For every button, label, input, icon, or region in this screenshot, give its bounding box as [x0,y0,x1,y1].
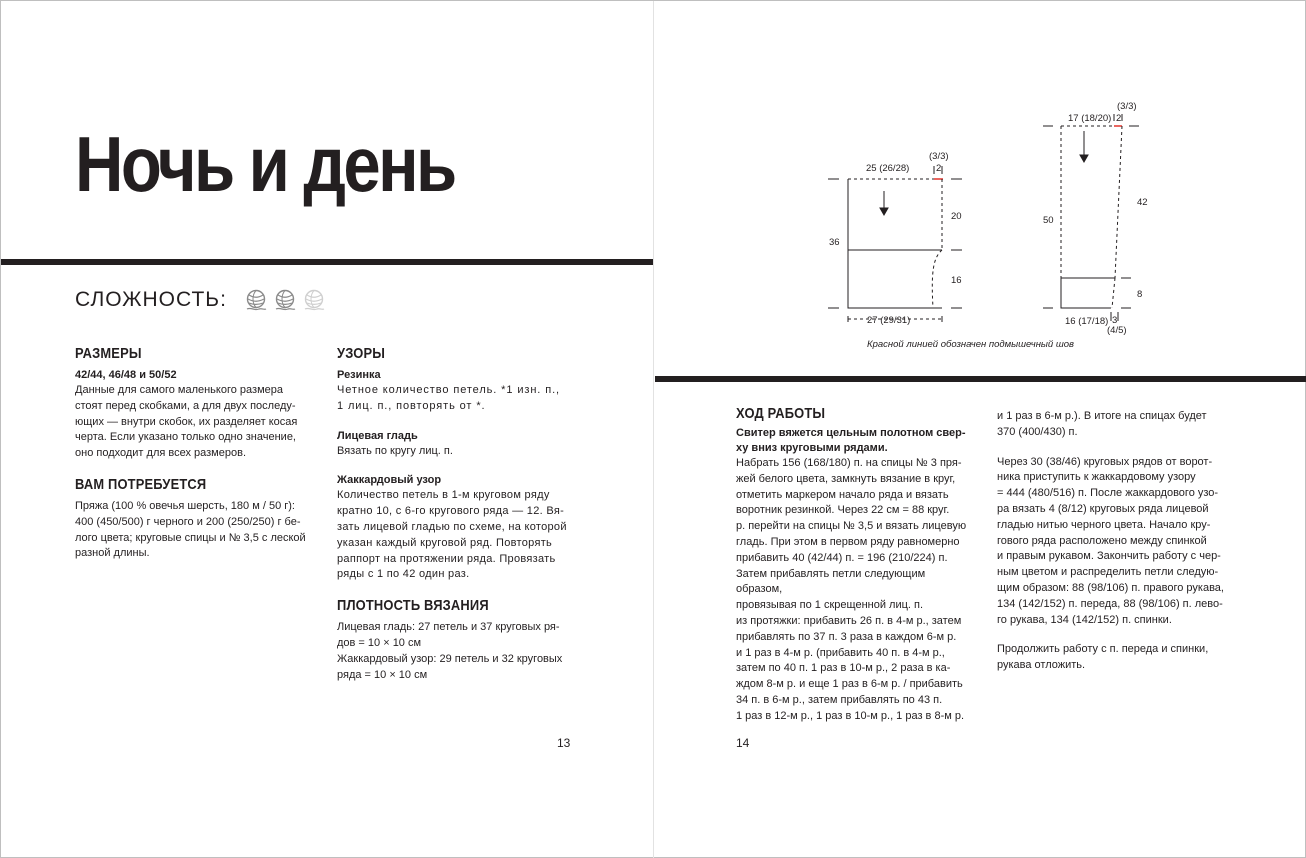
text-line: 134 (142/152) п. переда, 88 (98/106) п. лево- [997,597,1223,610]
text-line: из протяжки: прибавить 26 п. в 4-м р., затем [736,614,962,627]
page-title: Ночь и день [75,120,455,208]
body-notch-bottom: 2 [936,163,942,174]
text-line: Свитер вяжется цельным полотном свер- [736,427,966,439]
body-top-label: 25 (26/28) [866,163,910,174]
yarn-ball-icon [303,289,325,311]
gauge-text [337,620,573,683]
jacquard-text [337,488,573,583]
text-line: и 1 раз в 6-м р.). В итоге на спицах будет [997,410,1207,422]
stockinette-title: Лицевая гладь [337,429,418,442]
text-line: 1 лиц. п., повторять от *. [337,399,486,412]
text-line: гладь. При этом в первом ряду равномерно [736,535,960,548]
text-line: ника приступить к жаккардовому узору [997,471,1196,484]
text-line: гового ряда расположено между спинкой [997,534,1207,547]
text-line: раппорт на протяжении ряда. Провязать [337,552,556,565]
text-line: 1 раз в 12-м р., 1 раз в 10-м р., 1 раз в 8-м р. [736,709,965,722]
body-notch-top: (3/3) [929,151,949,162]
text-line: р. перейти на спицы № 3,5 и вязать лицевую [736,520,967,533]
work-paragraph-3 [997,642,1235,674]
right-column-1 [736,405,973,725]
sleeve-bottom-notch-paren: (4/5) [1107,325,1127,336]
text-line: ряда = 10 × 10 см [337,668,428,681]
body-height-total: 36 [829,237,840,248]
text-line: 400 (450/500) г черного и 200 (250/250) г бе- [75,515,301,528]
text-line: Данные для самого маленького размера [75,384,283,396]
text-line: кратно 10, с 6-го кругового ряда — 12. Вя- [337,505,565,518]
sleeve-notch-bottom: 2 [1116,113,1122,124]
yarn-ball-icon [245,289,267,311]
materials-heading: ВАМ ПОТРЕБУЕТСЯ [75,475,207,493]
page-gutter [653,1,654,858]
left-column-2 [337,345,573,683]
sleeve-height-total: 50 [1043,215,1054,226]
sleeve-bottom-label: 16 (17/18) [1065,316,1109,327]
text-line: провязывая по 1 скрещенной лиц. п. [736,599,924,612]
text-line: Лицевая гладь: 27 петель и 37 круговых ря- [337,621,560,634]
text-line: гладью нитью черного цвета. Начало кру- [997,518,1211,531]
materials-text [75,499,313,562]
text-line: Вязать по кругу лиц. п. [337,444,453,457]
difficulty-label: СЛОЖНОСТЬ: [75,288,227,311]
text-line: ным цветом и распределить петли следую- [997,566,1219,579]
body-height-upper: 20 [951,211,962,222]
text-line: воротник резинкой. Через 22 см = 88 круг. [736,504,950,517]
work-paragraph-2 [997,455,1235,629]
text-line: Количество петель в 1-м круговом ряду [337,489,550,502]
difficulty-balls [245,289,325,311]
sleeve-cuff: 8 [1137,289,1143,300]
rib-title: Резинка [337,369,381,381]
text-line: затем по 40 п. 1 раз в 10-м р., 2 раза в ка- [736,662,951,675]
text-line: оно подходит для всех размеров. [75,447,246,460]
text-line: рукава отложить. [997,659,1086,672]
text-line: Жаккардовый узор: 29 петель и 32 круговых [337,652,563,665]
page-number-right: 14 [736,736,750,750]
difficulty-rating [75,288,325,312]
text-line: Пряжа (100 % овечья шерсть, 180 м / 50 г): [75,499,295,512]
text-line: отметить маркером начало ряда и вязать [736,488,949,501]
text-line: лого цвета; круговые спицы и № 3,5 с леской [75,531,306,544]
text-line: разной длины. [75,547,150,560]
divider-rule-right [655,376,1306,382]
text-line: ряды с 1 по 42 один раз. [337,568,470,581]
sleeve-top-label: 17 (18/20) [1068,113,1112,124]
text-line: дов = 10 × 10 см [337,636,422,649]
sizes-text [75,383,313,462]
work-text [736,456,973,725]
page-number-left: 13 [557,736,571,750]
sleeve-height-upper: 42 [1137,197,1148,208]
garment-schematic [821,96,1171,338]
stockinette-text [337,444,573,460]
text-line: ху вниз круговыми рядами. [736,442,888,454]
text-line: указан каждый круговой ряд. Повторять [337,536,553,549]
sizes-values: 42/44, 46/48 и 50/52 [75,369,177,381]
sleeve-bottom-notch: 3 [1112,315,1118,326]
text-line: и правым рукавом. Закончить работу с чер- [997,550,1221,563]
patterns-heading: УЗОРЫ [337,345,386,362]
work-heading: ХОД РАБОТЫ [736,405,826,422]
schematic-caption: Красной линией обозначен подмышечный шов [867,339,1074,350]
text-line: щим образом: 88 (98/106) п. правого рукава, [997,581,1224,594]
left-column-1 [75,345,313,562]
text-line: прибавлять по 37 п. 3 раза в каждом 6-м р. [736,630,957,643]
text-line: черта. Если указано только одно значение, [75,431,296,444]
gauge-heading: ПЛОТНОСТЬ ВЯЗАНИЯ [337,597,489,615]
text-line: прибавить 40 (42/44) п. = 196 (210/224) п. [736,551,948,564]
text-line: жей белого цвета, замкнуть вязание в круг, [736,472,956,485]
text-line: Затем прибавлять петли следующим образом, [736,567,926,596]
text-line: ра вязать 4 (8/12) круговых ряда лицевой [997,502,1209,515]
sizes-heading: РАЗМЕРЫ [75,345,142,362]
work-text-continued [997,409,1235,441]
rib-text [337,383,573,415]
text-line: 34 п. в 6-м р., затем прибавлять по 43 п. [736,693,943,706]
text-line: Через 30 (38/46) круговых рядов от ворот- [997,455,1213,468]
text-line: го рукава, 134 (142/152) п. спинки. [997,613,1172,626]
text-line: Продолжить работу с п. переда и спинки, [997,643,1209,656]
text-line: и 1 раз в 4-м р. (прибавить 40 п. в 4-м р., [736,646,945,659]
work-lead [736,426,973,456]
text-line: зать лицевой гладью по схеме, на которой [337,520,567,533]
text-line: ющих — внутри скобок, их разделяет косая [75,415,298,428]
divider-rule-left [1,259,653,265]
text-line: стоят перед скобками, а для двух последу- [75,399,296,412]
body-bottom-label: 27 (29/31) [867,315,911,326]
text-line: = 444 (480/516) п. После жаккардового узо- [997,487,1219,500]
sleeve-notch-top: (3/3) [1117,101,1137,112]
jacquard-title: Жаккардовый узор [337,474,442,487]
text-line: Четное количество петель. *1 изн. п., [337,384,560,396]
text-line: ждом 8-м р. и еще 1 раз в 6-м р. / прибавить [736,678,963,691]
right-column-2 [997,409,1235,674]
text-line: 370 (400/430) п. [997,425,1078,438]
body-height-lower: 16 [951,275,962,286]
yarn-ball-icon [274,289,296,311]
text-line: Набрать 156 (168/180) п. на спицы № 3 пря- [736,457,962,469]
